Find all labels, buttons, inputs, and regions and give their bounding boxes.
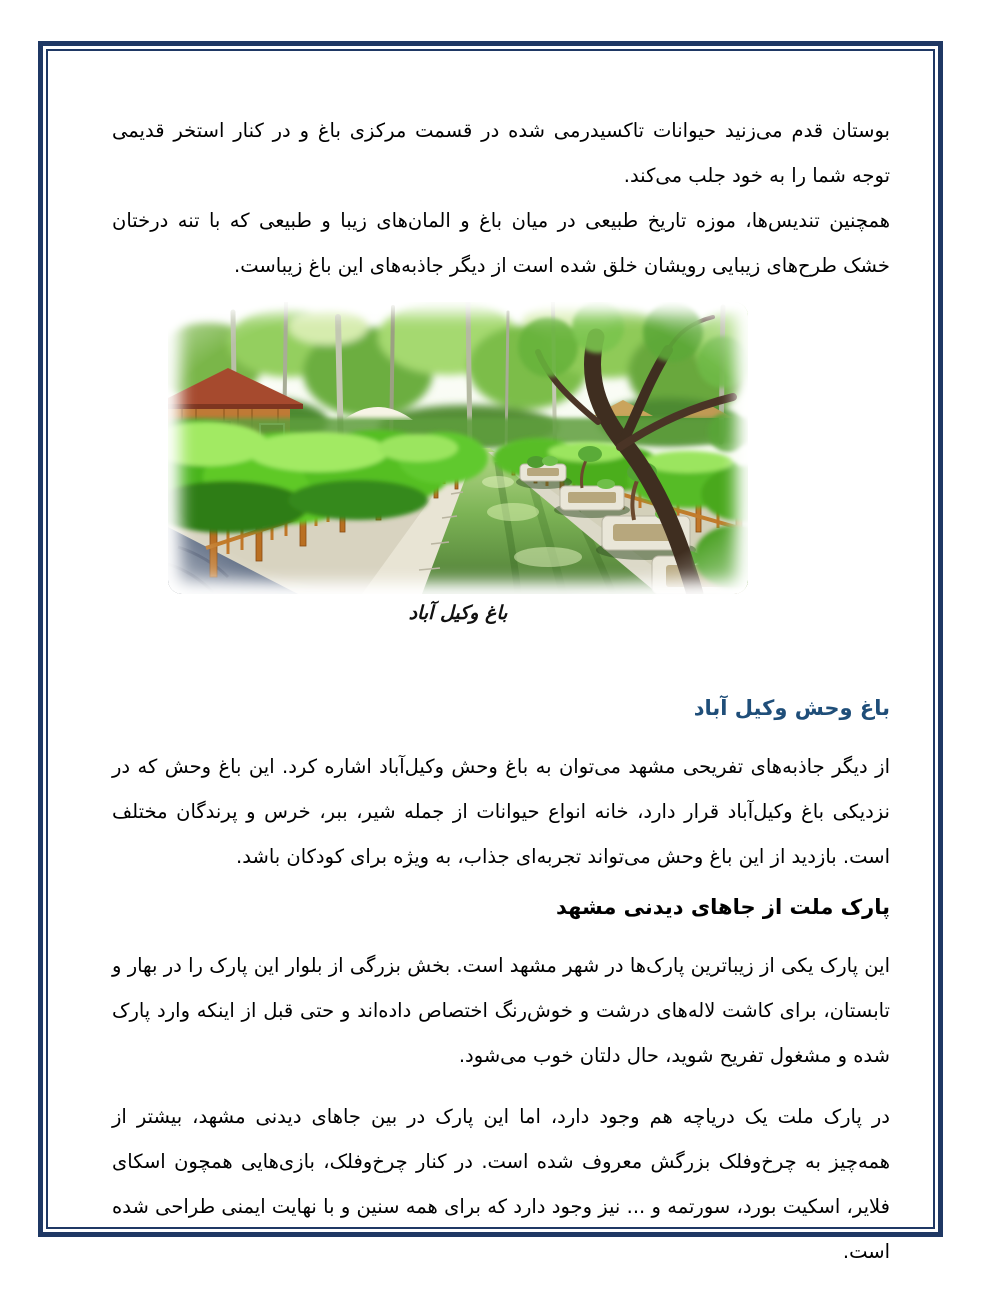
intro-paragraph-2: همچنین تندیس‌ها، موزه تاریخ طبیعی در میان باغ و المان‌های زیبا و طبیعی که با تنه درختان خشک طرح‌های زیبایی رویشان خلق شده است از دیگر جاذبه‌های این باغ زیباست.: [112, 209, 890, 277]
park-paragraph-2: در پارک ملت یک دریاچه هم وجود دارد، اما این پارک در بین جاهای دیدنی مشهد، بیشتر از همه‌چیز به چرخ‌وفلک بزرگش معروف شده است. در کنار چرخ‌وفلک، بازی‌هایی همچون اسکای فلایر، اسکیت بورد، سورتمه و ... نیز وجود دارد که برای همه سنین و با نهایت ایمنی طراحی شده است.: [112, 1105, 890, 1263]
park-paragraph-1: این پارک یکی از زیباترین پارک‌ها در شهر مشهد است. بخش بزرگی از بلوار این پارک را در بهار و تابستان، برای کاشت لاله‌های درشت و خوش‌رنگ اختصاص داده‌اند و حتی قبل از اینکه وارد پارک شده و مشغول تفریح شوید، حال دلتان خوب می‌شود.: [112, 954, 890, 1067]
figure-caption: باغ وکیل آباد: [408, 602, 508, 624]
park-heading: پارک ملت از جاهای دیدنی مشهد: [555, 895, 890, 919]
zoo-heading: باغ وحش وکیل آباد: [693, 696, 890, 720]
zoo-paragraph: از دیگر جاذبه‌های تفریحی مشهد می‌توان به باغ وحش وکیل‌آباد اشاره کرد. این باغ وحش که در نزدیکی باغ وکیل‌آباد قرار دارد، خانه انواع حیوانات از جمله شیر، ببر، خرس و پرندگان مختلف است. بازدید از این باغ وحش می‌تواند تجربه‌ای جذاب، به ویژه برای کودکان باشد.: [112, 755, 890, 868]
photo-vignette: [168, 302, 748, 594]
garden-photo: [168, 302, 748, 594]
intro-paragraph-1: بوستان قدم می‌زنید حیوانات تاکسیدرمی شده در قسمت مرکزی باغ و در کنار استخر قدیمی توجه شما را به خود جلب می‌کند.: [112, 119, 890, 187]
garden-photo-illustration: [168, 302, 748, 594]
garden-figure: [168, 302, 748, 624]
page-content: [112, 0, 890, 1274]
